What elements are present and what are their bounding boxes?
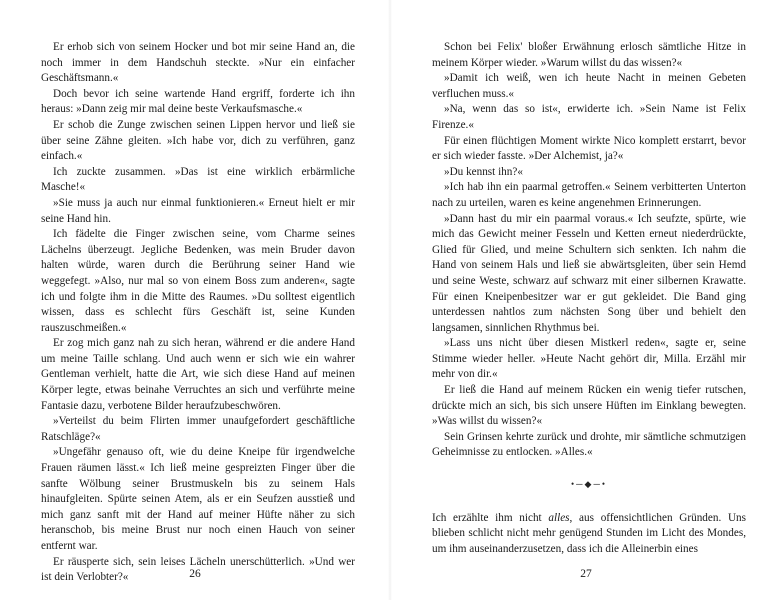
paragraph: Sein Grinsen kehrte zurück und drohte, mir sämtliche schmutzigen Geheimnisse zu entlocken. »Alles.« bbox=[432, 430, 746, 459]
left-page-text bbox=[41, 40, 355, 586]
right-page-text bbox=[432, 40, 746, 557]
paragraph: »Verteilst du beim Flirten immer unaufgefordert geschäftliche Ratschläge?« bbox=[41, 415, 355, 443]
paragraph: Er schob die Zunge zwischen seinen Lippen hervor und ließ sie über seine Zähne gleiten. »Ich habe vor, dich zu verführen, ganz einfach.« bbox=[41, 118, 355, 163]
paragraph-after-break bbox=[432, 511, 746, 558]
paragraph: Er erhob sich von seinem Hocker und bot mir seine Hand an, die noch immer in dem Handschuh steckte. »Nur ein einfacher Geschäftsmann.« bbox=[41, 41, 355, 85]
paragraph: »Damit ich weiß, wen ich heute Nacht in meinen Gebeten verfluchen muss.« bbox=[432, 72, 746, 100]
text-run: , aus offensichtlichen Gründen. Uns blieben schlicht nicht mehr genügend Stunden im Licht des Mondes, um ihm auseinanderzusetzen, dass ich die Alleinerbin eines bbox=[432, 511, 746, 555]
paragraph: Ich fädelte die Finger zwischen seine, vom Charme seines Lächelns überzeugt. Jegliche Bedenken, was mein Bruder davon halten würde, waren durch die Berührung seiner Hand wie weggefegt. »Also, nur mal so von einem Boss zum anderen«, sagte ich und folgte ihm in die Mitte des Raumes. »Du solltest eigentlich wissen, dass es schlecht fürs Geschäft ist, seine Kunden rauszuschmeißen.« bbox=[41, 228, 355, 334]
paragraph: »Na, wenn das so ist«, erwiderte ich. »Sein Name ist Felix Firenze.« bbox=[432, 103, 746, 131]
paragraph: »Sie muss ja auch nur einmal funktionieren.« Erneut hielt er mir seine Hand hin. bbox=[41, 196, 355, 225]
paragraph: Für einen flüchtigen Moment wirkte Nico komplett erstarrt, bevor er sich wieder fasste. »Der Alchemist, ja?« bbox=[432, 134, 746, 163]
paragraph: »Ich hab ihn ein paarmal getroffen.« Seinem verbitterten Unterton nach zu urteilen, waren es keine angenehmen Erinnerungen. bbox=[432, 181, 746, 209]
paragraph: »Ungefähr genauso oft, wie du deine Kneipe für irgendwelche Frauen räumen lässt.« Ich ließ meine gespreizten Finger über die sanfte Wölbung seiner Brustmuskeln bis zu seinem Hals hinaufgleiten. Spürte seinen Atem, als er ein Seufzen ausstieß und mich ganz sanft mit der Hand auf meiner Hüfte näher zu sich heranschob, bis meine Brust nur noch einen Hauch von seiner entfernt war. bbox=[41, 446, 355, 552]
paragraph: Doch bevor ich seine wartende Hand ergriff, forderte ich ihn heraus: »Dann zeig mir mal deine beste Verkaufsmasche.« bbox=[41, 87, 355, 116]
paragraph: »Dann hast du mir ein paarmal voraus.« Ich seufzte, spürte, wie mich das Gewicht meiner Fesseln und Ketten erneut niederdrückte, Glied für Glied, und meine Schultern sich senkten. Ich nahm die Hand von seinem Hals und ließ sie abwärtsgleiten, über sein Hemd und seine Weste, schwarz auf schwarz mit einer silbernen Krawatte. Für einen Kneipenbesitzer war er gut gekleidet. Die Band ging unterdessen nahtlos zum nächsten Song über und behielt den langsamen, sinnlichen Rhythmus bei. bbox=[432, 212, 746, 334]
paragraph: Er ließ die Hand auf meinem Rücken ein wenig tiefer rutschen, drückte mich an sich, bis sich unsere Hüften im Einklang bewegten. »Was willst du wissen?« bbox=[432, 384, 746, 428]
paragraph: Schon bei Felix' bloßer Erwähnung erlosch sämtliche Hitze in meinem Körper wieder. »Warum willst du das wissen?« bbox=[432, 41, 746, 69]
paragraph: Ich zuckte zusammen. »Das ist eine wirklich erbärmliche Masche!« bbox=[41, 165, 355, 194]
emphasis-text: alles bbox=[548, 511, 570, 524]
paragraph: »Lass uns nicht über diesen Mistkerl reden«, sagte er, seine Stimme wieder heller. »Heute Nacht gehört dir, Milla. Erzähl mir mehr von dir.« bbox=[432, 337, 746, 381]
paragraph: Er räusperte sich, sein leises Lächeln unerschütterlich. »Und wer ist dein Verlobter?« bbox=[41, 555, 355, 584]
text-run: Ich erzählte ihm nicht bbox=[432, 511, 549, 524]
paragraph: »Du kennst ihn?« bbox=[444, 165, 523, 178]
left-page bbox=[0, 0, 390, 600]
page-number-right: 27 bbox=[580, 568, 592, 580]
section-break-ornament: •─◆─• bbox=[571, 479, 607, 490]
page-number-left: 26 bbox=[189, 568, 201, 580]
right-page bbox=[391, 0, 781, 600]
paragraph: Er zog mich ganz nah zu sich heran, während er die andere Hand um meine Taille schlang. Und auch wenn er sich wie ein wahrer Gentleman verhielt, hatte die Art, wie sich diese Hand auf meinen Körper legte, etwas beinahe Verruchtes an sich und verführte meine Fantasie dazu, verbotene Bilder heraufzubeschwören. bbox=[41, 337, 355, 412]
